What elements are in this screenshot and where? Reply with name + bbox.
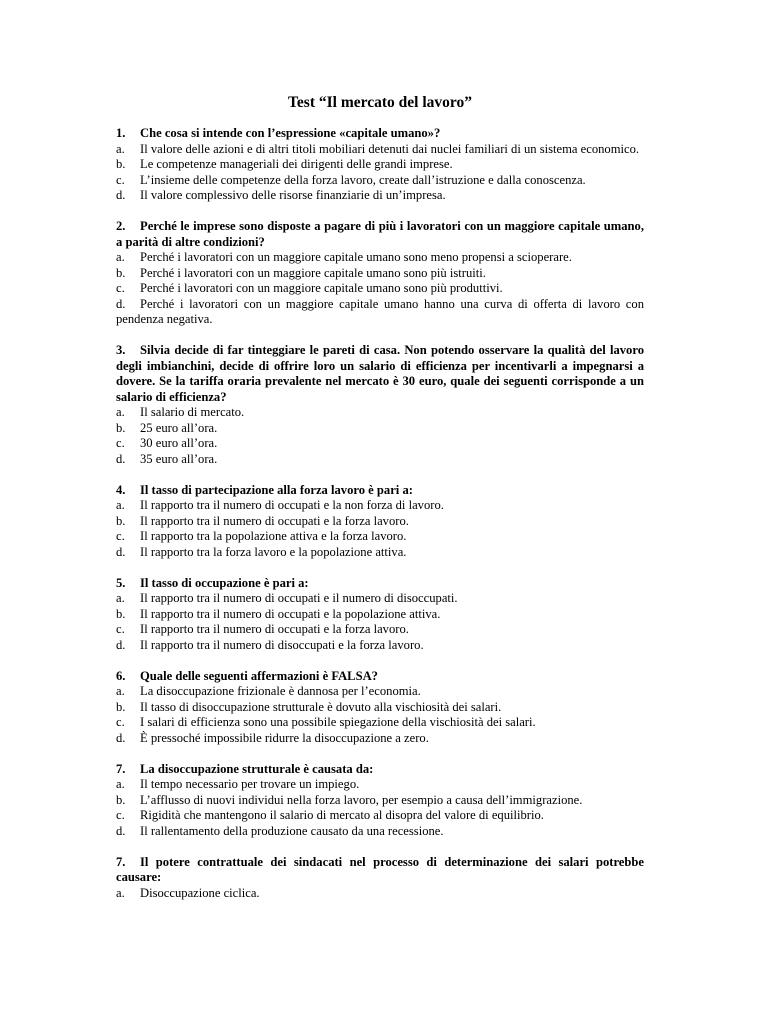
option-letter: a. bbox=[116, 405, 125, 419]
option-text: Il rapporto tra il numero di occupati e la non forza di lavoro. bbox=[140, 498, 444, 512]
question-block bbox=[116, 669, 644, 747]
option-letter: d. bbox=[116, 451, 126, 466]
option-text: La disoccupazione frizionale è dannosa per l’economia. bbox=[140, 684, 421, 698]
option-letter: c. bbox=[116, 281, 125, 295]
question-block bbox=[116, 126, 644, 204]
option-letter: b. bbox=[116, 513, 126, 528]
answer-option bbox=[116, 297, 644, 328]
question-number: 7. bbox=[116, 761, 126, 776]
answer-option bbox=[116, 731, 644, 747]
option-text: Il rapporto tra il numero di occupati e la popolazione attiva. bbox=[140, 606, 441, 621]
answer-option bbox=[116, 886, 644, 902]
option-text: 35 euro all’ora. bbox=[140, 451, 218, 466]
option-letter: c. bbox=[116, 529, 125, 543]
answer-option bbox=[116, 607, 644, 623]
option-text: Il rapporto tra la forza lavoro e la popolazione attiva. bbox=[140, 544, 407, 559]
option-letter: a. bbox=[116, 250, 125, 264]
option-text: Perché i lavoratori con un maggiore capitale umano hanno una curva di offerta di lavoro con pendenza negativa. bbox=[116, 296, 644, 326]
option-letter: d. bbox=[116, 730, 126, 745]
question-text bbox=[116, 576, 644, 592]
option-letter: c. bbox=[116, 715, 125, 729]
option-letter: b. bbox=[116, 699, 126, 714]
answer-option bbox=[116, 793, 644, 809]
answer-option bbox=[116, 622, 644, 638]
option-text: I salari di efficienza sono una possibile spiegazione della vischiosità dei salari. bbox=[140, 715, 536, 729]
answer-option bbox=[116, 777, 644, 793]
question-text bbox=[116, 855, 644, 886]
option-text: È pressoché impossibile ridurre la disoccupazione a zero. bbox=[140, 730, 429, 745]
option-text: Il rapporto tra il numero di occupati e la forza lavoro. bbox=[140, 513, 409, 528]
option-text: Il rapporto tra il numero di occupati e il numero di disoccupati. bbox=[140, 591, 458, 605]
option-letter: b. bbox=[116, 420, 126, 435]
option-letter: a. bbox=[116, 777, 125, 791]
question-list bbox=[116, 126, 644, 917]
question-text bbox=[116, 126, 644, 142]
option-letter: c. bbox=[116, 808, 125, 822]
question-number: 7. bbox=[116, 854, 126, 869]
answer-option bbox=[116, 498, 644, 514]
question-block bbox=[116, 483, 644, 561]
option-text: Il rapporto tra il numero di occupati e la forza lavoro. bbox=[140, 622, 409, 636]
option-letter: a. bbox=[116, 141, 125, 156]
answer-option bbox=[116, 715, 644, 731]
question-text bbox=[116, 219, 644, 250]
option-text: Il tempo necessario per trovare un impiego. bbox=[140, 777, 360, 791]
option-letter: d. bbox=[116, 637, 126, 652]
option-letter: b. bbox=[116, 157, 126, 171]
option-text: Il rapporto tra la popolazione attiva e la forza lavoro. bbox=[140, 529, 407, 543]
answer-option bbox=[116, 157, 644, 173]
question-number: 3. bbox=[116, 343, 126, 357]
answer-option bbox=[116, 700, 644, 716]
question-prompt: Il tasso di occupazione è pari a: bbox=[140, 575, 309, 590]
option-letter: a. bbox=[116, 498, 125, 512]
option-letter: d. bbox=[116, 544, 126, 559]
option-text: Perché i lavoratori con un maggiore capitale umano sono più produttivi. bbox=[140, 281, 503, 295]
option-letter: d. bbox=[116, 188, 126, 202]
answer-option bbox=[116, 545, 644, 561]
question-number: 6. bbox=[116, 668, 126, 683]
answer-option bbox=[116, 266, 644, 282]
option-text: 25 euro all’ora. bbox=[140, 420, 218, 435]
answer-option bbox=[116, 173, 644, 189]
answer-option bbox=[116, 452, 644, 468]
answer-option bbox=[116, 824, 644, 840]
option-text: Il rallentamento della produzione causato da una recessione. bbox=[140, 823, 444, 838]
question-block bbox=[116, 762, 644, 840]
option-text: Il valore complessivo delle risorse finanziarie di un’impresa. bbox=[140, 188, 446, 202]
option-text: Rigidità che mantengono il salario di mercato al disopra del valore di equilibrio. bbox=[140, 808, 544, 822]
question-block bbox=[116, 576, 644, 654]
question-number: 5. bbox=[116, 575, 126, 590]
option-text: L’afflusso di nuovi individui nella forza lavoro, per esempio a causa dell’immigrazione. bbox=[140, 792, 583, 807]
question-number: 4. bbox=[116, 482, 126, 497]
option-text: L’insieme delle competenze della forza lavoro, create dall’istruzione e dalla conoscenza. bbox=[140, 172, 586, 187]
question-prompt: La disoccupazione strutturale è causata da: bbox=[140, 761, 374, 776]
answer-option bbox=[116, 281, 644, 297]
question-block bbox=[116, 219, 644, 328]
page-title: Test “Il mercato del lavoro” bbox=[288, 94, 472, 111]
question-prompt: Il potere contrattuale dei sindacati nel processo di determinazione dei salari potrebbe causare: bbox=[116, 854, 644, 884]
question-prompt: Il tasso di partecipazione alla forza lavoro è pari a: bbox=[140, 482, 413, 497]
question-block bbox=[116, 343, 644, 467]
option-letter: b. bbox=[116, 265, 126, 280]
option-text: 30 euro all’ora. bbox=[140, 436, 218, 450]
option-letter: c. bbox=[116, 436, 125, 450]
option-letter: a. bbox=[116, 684, 125, 698]
answer-option bbox=[116, 142, 644, 158]
question-number: 1. bbox=[116, 126, 126, 140]
answer-option bbox=[116, 421, 644, 437]
option-text: Perché i lavoratori con un maggiore capitale umano sono più istruiti. bbox=[140, 265, 486, 280]
answer-option bbox=[116, 684, 644, 700]
question-text bbox=[116, 762, 644, 778]
option-letter: c. bbox=[116, 622, 125, 636]
option-letter: b. bbox=[116, 792, 126, 807]
option-letter: b. bbox=[116, 606, 126, 621]
option-text: Il salario di mercato. bbox=[140, 405, 245, 419]
option-text: Il tasso di disoccupazione strutturale è dovuto alla vischiosità dei salari. bbox=[140, 699, 502, 714]
answer-option bbox=[116, 529, 644, 545]
question-text bbox=[116, 483, 644, 499]
option-letter: a. bbox=[116, 885, 125, 900]
question-number: 2. bbox=[116, 219, 126, 233]
answer-option bbox=[116, 405, 644, 421]
answer-option bbox=[116, 436, 644, 452]
option-text: Perché i lavoratori con un maggiore capitale umano sono meno propensi a scioperare. bbox=[140, 250, 572, 264]
option-letter: d. bbox=[116, 823, 126, 838]
question-prompt: Quale delle seguenti affermazioni è FALSA? bbox=[140, 668, 378, 683]
option-letter: a. bbox=[116, 591, 125, 605]
option-letter: d. bbox=[116, 296, 126, 311]
option-text: Il rapporto tra il numero di disoccupati e la forza lavoro. bbox=[140, 637, 424, 652]
question-text bbox=[116, 669, 644, 685]
question-prompt: Silvia decide di far tinteggiare le pareti di casa. Non potendo osservare la qualità del lavoro degli imbianchini, decide di offrire loro un salario di efficienza per incentivarli a impegnarsi a dovere. Se la tariffa oraria prevalente nel mercato è 30 euro, quale dei seguenti corrisponde a un salario di efficienza? bbox=[116, 343, 644, 404]
answer-option bbox=[116, 250, 644, 266]
answer-option bbox=[116, 638, 644, 654]
answer-option bbox=[116, 188, 644, 204]
question-block bbox=[116, 855, 644, 902]
option-letter: c. bbox=[116, 172, 125, 187]
option-text: Disoccupazione ciclica. bbox=[140, 885, 260, 900]
answer-option bbox=[116, 514, 644, 530]
answer-option bbox=[116, 808, 644, 824]
option-text: Il valore delle azioni e di altri titoli mobiliari detenuti dai nuclei familiari di un sistema economico. bbox=[140, 141, 640, 156]
answer-option bbox=[116, 591, 644, 607]
question-prompt: Che cosa si intende con l’espressione «capitale umano»? bbox=[140, 126, 441, 140]
option-text: Le competenze manageriali dei dirigenti delle grandi imprese. bbox=[140, 157, 453, 171]
question-text bbox=[116, 343, 644, 405]
question-prompt: Perché le imprese sono disposte a pagare di più i lavoratori con un maggiore capitale umano, a parità di altre condizioni? bbox=[116, 219, 644, 249]
